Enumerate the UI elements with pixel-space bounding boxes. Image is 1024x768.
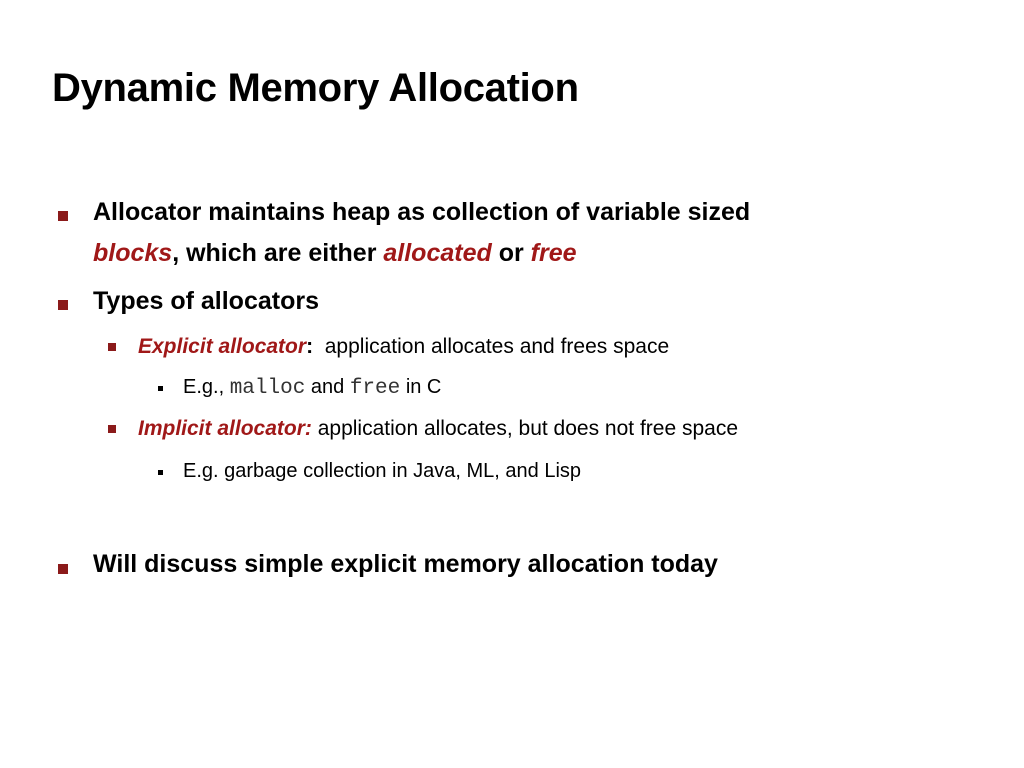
sub-sub-bullet-marker [158, 386, 163, 391]
text-which-are: , which are either [172, 239, 384, 267]
sub-bullet-explicit [138, 335, 669, 359]
example-malloc-free [183, 376, 441, 400]
text-or: or [491, 239, 531, 267]
bullet-marker [58, 300, 68, 310]
sub-bullet-marker [108, 343, 116, 351]
slide-title: Dynamic Memory Allocation [52, 66, 579, 110]
term-blocks: blocks [93, 239, 173, 267]
code-malloc: malloc [229, 377, 306, 400]
text-implicit-desc: application allocates, but does not free space [317, 417, 738, 440]
term-allocated: allocated [383, 239, 492, 267]
text-in-c: in C [405, 376, 442, 398]
bullet-marker [58, 211, 68, 221]
bullet-marker [58, 564, 68, 574]
text-colon: : [306, 335, 314, 358]
term-explicit-allocator: Explicit allocator [138, 335, 307, 358]
text-explicit-desc: application allocates and frees space [324, 335, 670, 358]
sub-bullet-marker [108, 425, 116, 433]
sub-sub-bullet-marker [158, 470, 163, 475]
text-and: and [310, 376, 345, 398]
code-free: free [349, 377, 401, 400]
text-eg: E.g., [183, 376, 225, 398]
term-implicit-allocator: Implicit allocator: [138, 417, 312, 440]
bullet-types-of-allocators: Types of allocators [93, 287, 319, 315]
sub-bullet-implicit [138, 417, 738, 441]
bullet-will-discuss: Will discuss simple explicit memory allocation today [93, 550, 718, 578]
bullet-allocator-line2 [93, 239, 577, 268]
term-free: free [530, 239, 577, 267]
bullet-allocator-line1: Allocator maintains heap as collection of variable sized [93, 198, 751, 226]
example-garbage-collection: E.g. garbage collection in Java, ML, and Lisp [183, 460, 582, 482]
